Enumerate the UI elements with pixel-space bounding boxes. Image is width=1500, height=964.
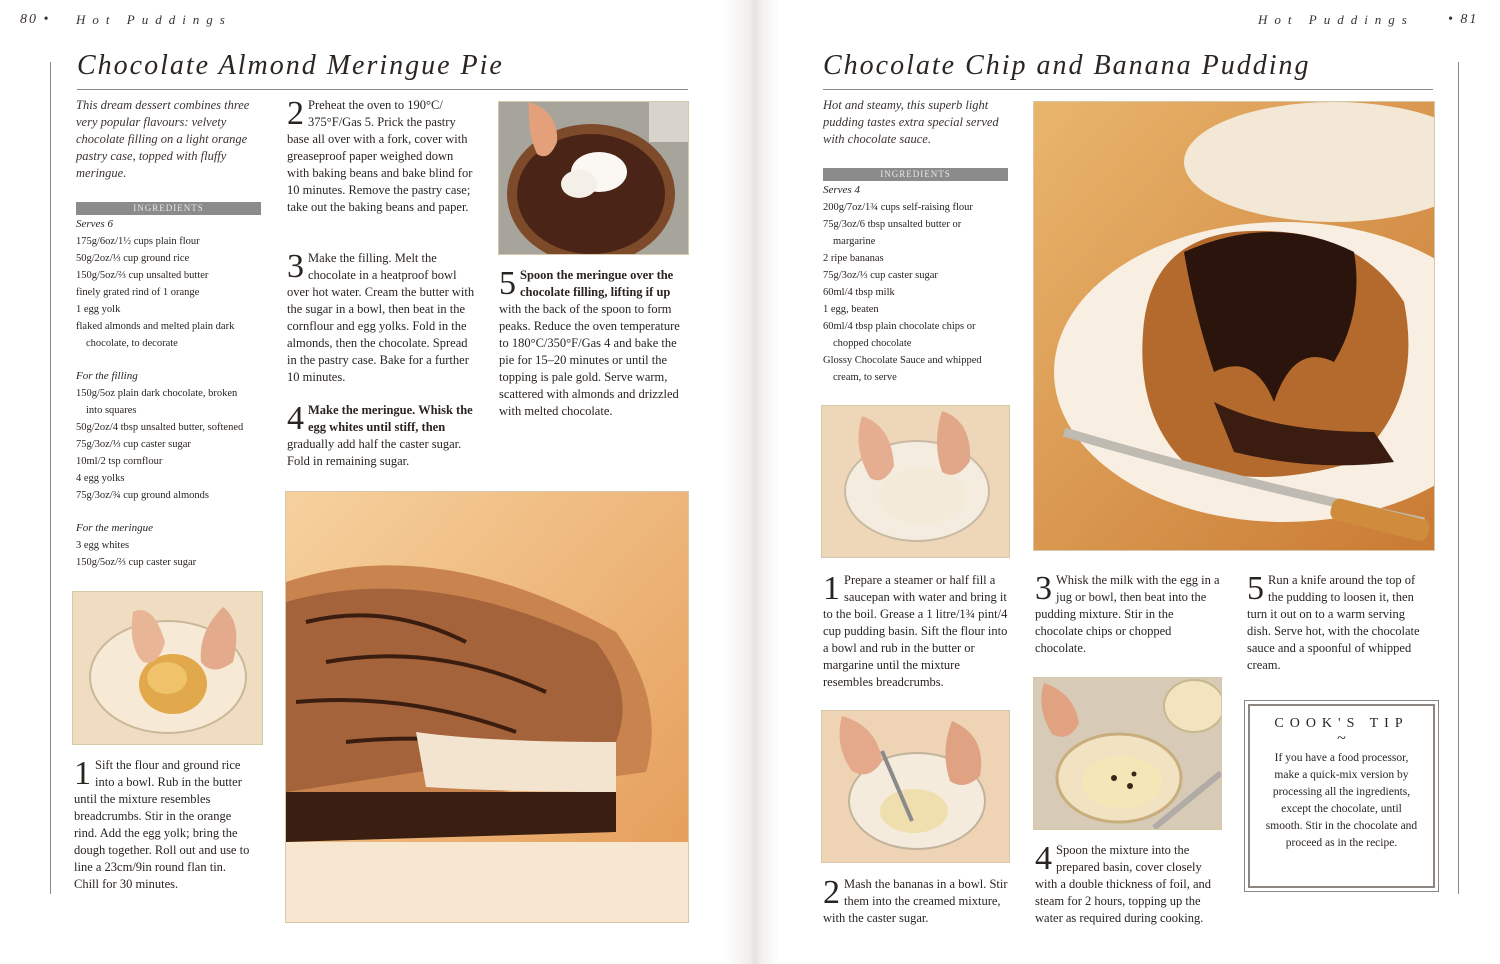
right-step-1 (823, 572, 1008, 691)
step-text: Run a knife around the top of the pudding to loosen it, then turn it out on to a warm serving dish. Serve hot, with the chocolate sauce and a spoonful of whipped cream. (1247, 573, 1420, 672)
right-folio: • 81 (1448, 12, 1479, 27)
step-text: Prepare a steamer or half fill a saucepan with water and bring it to the boil. Grease a 1 litre/1¾ pint/4 cup pudding basin. Sift the flour into a bowl and rub in the butter or margarine until the mixture resembles breadcrumbs. (823, 573, 1008, 689)
ingredient-line: 150g/5oz plain dark chocolate, broken (76, 388, 238, 399)
ingredient-line: chocolate, to decorate (86, 338, 178, 349)
right-title-rule (823, 89, 1433, 90)
step-text: Sift the flour and ground rice into a bowl. Rub in the butter until the mixture resembles breadcrumbs. Stir in the orange rind. Add the egg yolk; bring the dough together. Roll out and use to line a 23cm/9in round flan tin. Chill for 30 minutes. (74, 758, 250, 891)
ingredient-line: 200g/7oz/1¾ cups self-raising flour (823, 202, 973, 213)
step-number: 4 (287, 400, 304, 437)
left-intro: This dream dessert combines three very popular flavours: velvety chocolate filling on a light orange pastry case, topped with fluffy meringue. (76, 98, 250, 180)
ingredient-line: 175g/6oz/1½ cups plain flour (76, 236, 200, 247)
right-intro: Hot and steamy, this superb light pudding tastes extra special served with chocolate sauce. (823, 98, 999, 146)
ingredient-line: 3 egg whites (76, 540, 130, 551)
ingredient-line: finely grated rind of 1 orange (76, 287, 200, 298)
left-ingredients-label: INGREDIENTS (76, 202, 261, 215)
ingredient-line: 4 egg yolks (76, 473, 125, 484)
ingredient-line: 2 ripe bananas (823, 253, 884, 264)
left-running-head: Hot Puddings (76, 12, 232, 27)
right-margin-rule (1458, 62, 1459, 894)
ingredient-line: 1 egg, beaten (823, 304, 879, 315)
serves-label: Serves 6 (76, 218, 113, 230)
ingredient-line: 60ml/4 tbsp milk (823, 287, 895, 298)
ingredient-line: 60ml/4 tbsp plain chocolate chips or (823, 321, 976, 332)
meringue-label: For the meringue (76, 522, 153, 534)
photo-rubbing-in-flour (821, 405, 1010, 558)
step-number: 5 (499, 265, 516, 302)
photo-meringue-pie (285, 491, 689, 923)
book-gutter (724, 0, 780, 964)
photo-spooning-mixture (1033, 677, 1222, 830)
photo-rubbing-in-butter (72, 591, 263, 745)
ingredient-line: 150g/5oz/⅔ cup unsalted butter (76, 270, 209, 281)
cooks-tip-body: If you have a food processor, make a quick-mix version by processing all the ingredients, except the chocolate, until smooth. Stir in the chocolate and proceed as in the recipe. (1265, 752, 1418, 849)
left-folio: 80 • (20, 12, 51, 27)
step-text: Spoon the mixture into the prepared basin, cover closely with a double thickness of foil, and steam for 2 hours, topping up the water as required during cooking. (1035, 843, 1212, 925)
step-number: 2 (287, 95, 304, 132)
photo-mashing-bananas (821, 710, 1010, 863)
left-ingredients-list (76, 216, 266, 571)
step-number: 1 (74, 755, 91, 792)
step-lead: Make the meringue. Whisk the egg whites until stiff, then (308, 403, 473, 434)
serves-label: Serves 4 (823, 184, 860, 196)
step-text: Make the filling. Melt the chocolate in a heatproof bowl over hot water. Cream the butter with the sugar in a bowl, then beat in the cornflour and egg yolks. Fold in the almonds, then the chocolate. Spread in the pastry case. Bake for a further 10 minutes. (287, 251, 475, 384)
ingredient-line: margarine (833, 236, 876, 247)
ingredient-line: 75g/3oz/⅓ cup caster sugar (823, 270, 938, 281)
right-running-head: Hot Puddings (1258, 12, 1414, 27)
step-text: with the back of the spoon to form peaks. Reduce the oven temperature to 180°C/350°F/Gas 4 and bake the pie for 15–20 minutes or until the topping is pale gold. Serve warm, scattered with almonds and drizzled with melted chocolate. (499, 302, 680, 418)
step-number: 5 (1247, 570, 1264, 607)
step-lead: Spoon the meringue over the chocolate filling, lifting if up (520, 268, 674, 299)
step-text: Mash the bananas in a bowl. Stir them into the creamed mixture, with the caster sugar. (823, 877, 1008, 925)
filling-label: For the filling (76, 370, 138, 382)
right-recipe-title: Chocolate Chip and Banana Pudding (823, 50, 1311, 81)
ingredient-line: 50g/2oz/⅓ cup ground rice (76, 253, 190, 264)
step-text: Whisk the milk with the egg in a jug or bowl, then beat into the pudding mixture. Stir in the chocolate chips or chopped chocolate. (1035, 573, 1220, 655)
ingredient-line: into squares (86, 405, 137, 416)
left-recipe-title: Chocolate Almond Meringue Pie (77, 50, 504, 81)
squiggle-ornament-icon: ~ (1337, 730, 1346, 747)
ingredient-line: chopped chocolate (833, 338, 912, 349)
left-margin-rule (50, 62, 51, 894)
left-step-2 (287, 97, 477, 216)
right-ingredients-label: INGREDIENTS (823, 168, 1008, 181)
step-number: 1 (823, 570, 840, 607)
step-number: 4 (1035, 840, 1052, 877)
right-step-3 (1035, 572, 1220, 657)
left-step-4 (287, 402, 477, 470)
ingredient-line: cream, to serve (833, 372, 897, 383)
step-number: 3 (1035, 570, 1052, 607)
ingredient-line: 10ml/2 tsp cornflour (76, 456, 163, 467)
cooks-tip-box (1248, 704, 1435, 888)
right-ingredients-list (823, 182, 1013, 386)
ingredient-line: 75g/3oz/¾ cup ground almonds (76, 490, 209, 501)
ingredient-line: 75g/3oz/⅓ cup caster sugar (76, 439, 191, 450)
right-step-2 (823, 876, 1008, 927)
step-number: 3 (287, 248, 304, 285)
photo-banana-pudding (1033, 101, 1435, 551)
photo-meringue-on-tart (498, 101, 689, 255)
step-number: 2 (823, 874, 840, 911)
left-title-rule (77, 89, 688, 90)
ingredient-line: 150g/5oz/⅔ cup caster sugar (76, 557, 197, 568)
ingredient-line: 50g/2oz/4 tbsp unsalted butter, softened (76, 422, 244, 433)
left-step-1 (74, 757, 254, 893)
left-step-5 (499, 267, 689, 420)
ingredient-line: Glossy Chocolate Sauce and whipped (823, 355, 982, 366)
right-step-5 (1247, 572, 1432, 674)
ingredient-line: 75g/3oz/6 tbsp unsalted butter or (823, 219, 962, 230)
cooks-tip-heading: COOK'S TIP (1274, 716, 1409, 731)
step-text: Preheat the oven to 190°C/ 375°F/Gas 5. Prick the pastry base all over with a fork, cover with greaseproof paper weighed down with baking beans and bake blind for 10 minutes. Remove the pastry case; take out the baking beans and paper. (287, 98, 473, 214)
step-text: gradually add half the caster sugar. Fold in remaining sugar. (287, 437, 462, 468)
right-step-4 (1035, 842, 1220, 927)
left-step-3 (287, 250, 477, 386)
ingredient-line: 1 egg yolk (76, 304, 121, 315)
ingredient-line: flaked almonds and melted plain dark (76, 321, 235, 332)
